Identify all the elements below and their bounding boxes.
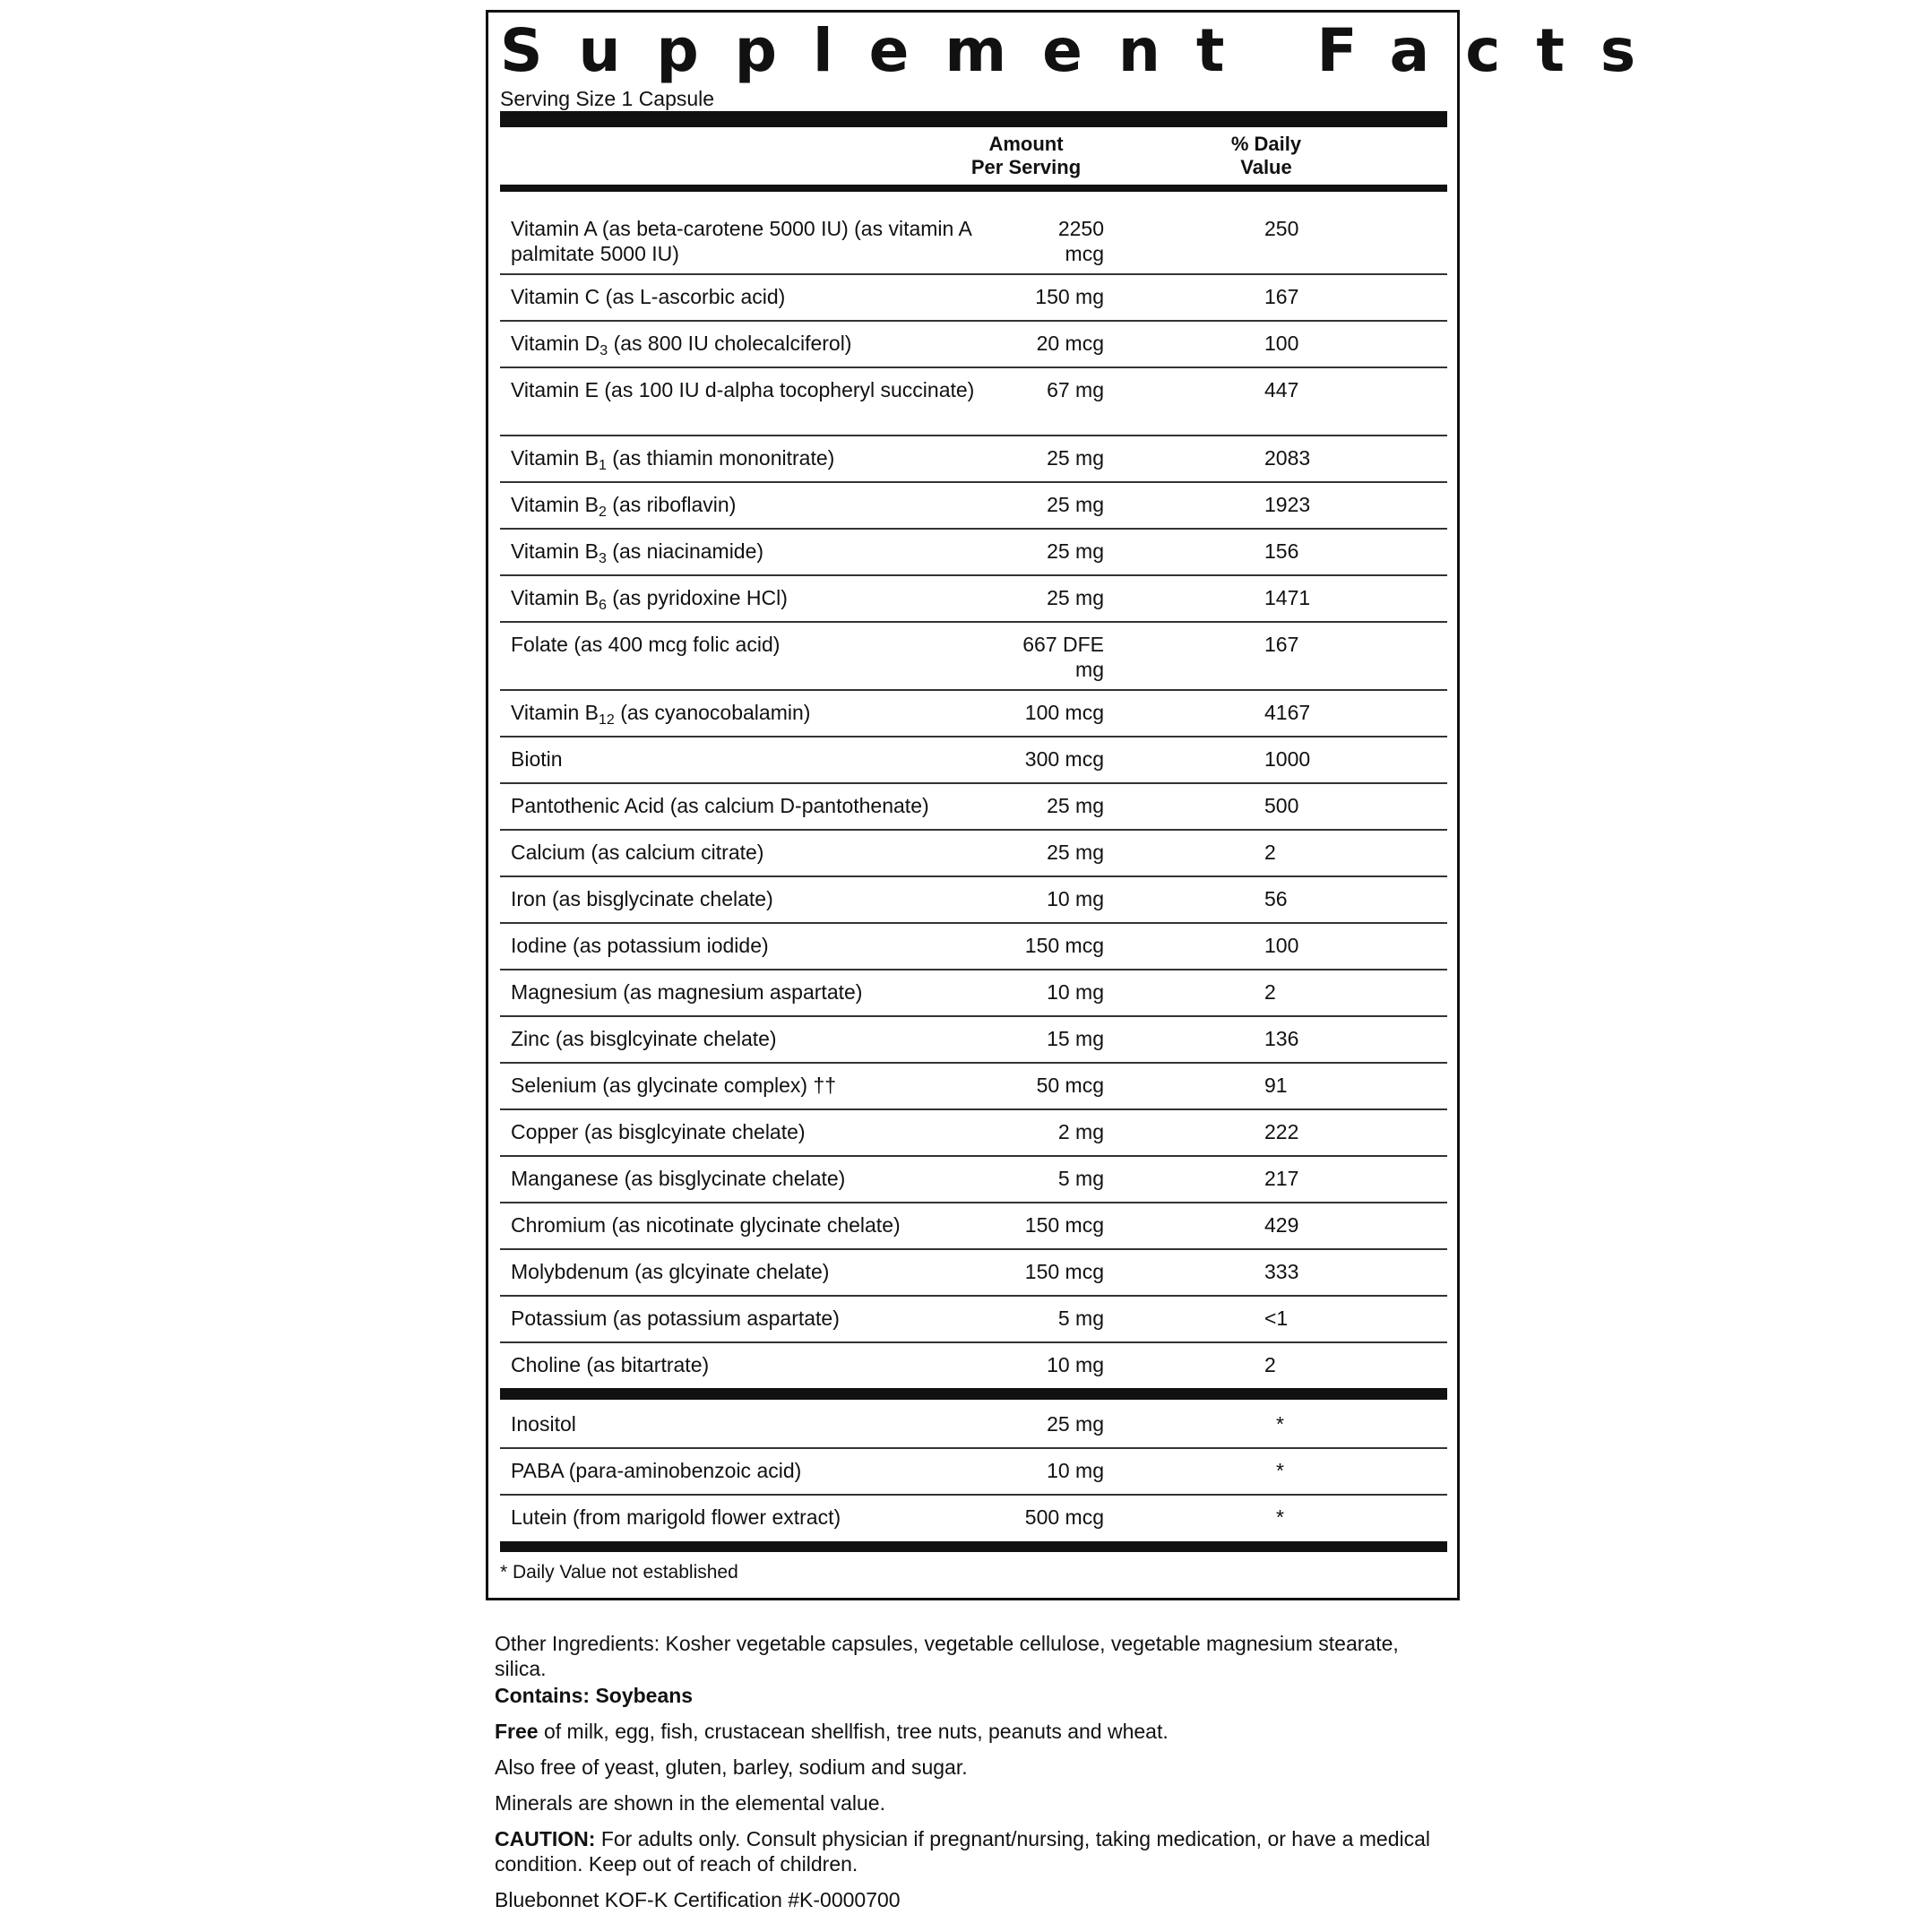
nutrient-row: [500, 691, 1447, 737]
nutrient-row: [500, 576, 1447, 623]
nutrient-amount: [961, 1352, 1104, 1377]
amount-value: 25 mg: [1047, 586, 1104, 609]
nutrient-name: [511, 1352, 986, 1377]
caution-statement: [495, 1826, 1453, 1876]
daily-value-percent: 500: [1264, 794, 1299, 817]
amount-value: 10 mg: [1047, 980, 1104, 1004]
dv-header-line2: Value: [1240, 156, 1292, 178]
daily-value-percent: 2: [1264, 841, 1276, 864]
nutrient-amount: [961, 377, 1104, 402]
nutrient-row: [500, 1017, 1447, 1064]
daily-value-percent: <1: [1264, 1307, 1289, 1330]
nutrient-name: [511, 632, 986, 657]
daily-value-percent: 333: [1264, 1260, 1299, 1283]
daily-value-percent: 250: [1264, 217, 1299, 240]
amount-value: 10 mg: [1047, 1353, 1104, 1376]
nutrient-row: [500, 483, 1447, 530]
amount-header-line1: Amount: [988, 133, 1064, 155]
amount-value: 50 mcg: [1036, 1074, 1104, 1097]
nutrient-amount: [961, 492, 1104, 517]
nutrient-name-text: Folate (as 400 mcg folic acid): [511, 633, 781, 656]
nutrient-name: [511, 331, 986, 356]
vitamin-subscript: 12: [599, 712, 615, 728]
section-divider: [500, 1388, 1447, 1400]
vitamin-subscript: 6: [599, 598, 607, 613]
daily-value-percent: 222: [1264, 1120, 1299, 1143]
nutrient-amount: [961, 1119, 1104, 1144]
nutrient-row: [500, 1402, 1447, 1449]
bottom-divider: [500, 1541, 1447, 1552]
nutrient-amount: [961, 1411, 1104, 1436]
amount-value: 25 mg: [1047, 493, 1104, 516]
nutrient-name-text: Potassium (as potassium aspartate): [511, 1307, 840, 1330]
nutrient-name-text: Zinc (as bisglcyinate chelate): [511, 1027, 777, 1050]
amount-column-header: [954, 133, 1098, 179]
daily-value-percent: 2: [1264, 1353, 1276, 1376]
nutrient-name: [511, 1306, 986, 1331]
daily-value-percent: 100: [1264, 332, 1299, 355]
amount-value: 25 mg: [1047, 539, 1104, 563]
nutrient-name-text: Chromium (as nicotinate glycinate chelate): [511, 1213, 901, 1237]
nutrient-name-text: Selenium (as glycinate complex) ††: [511, 1074, 837, 1097]
vitamin-subscript: 2: [599, 505, 607, 520]
daily-value-percent: 2: [1264, 980, 1276, 1004]
nutrient-name: [511, 585, 986, 613]
contains-allergens: [495, 1683, 1453, 1708]
amount-unit: mcg: [1065, 242, 1104, 265]
amount-unit: mg: [1075, 658, 1104, 681]
nutrient-row: [500, 1157, 1447, 1203]
minerals-statement: Minerals are shown in the elemental value.: [495, 1791, 885, 1815]
vitamin-subscript: 3: [599, 343, 608, 358]
nutrient-name-text: Pantothenic Acid (as calcium D-pantothenate): [511, 794, 929, 817]
nutrient-row: [500, 1250, 1447, 1297]
free-of-statement: [495, 1719, 1453, 1744]
nutrient-row: [500, 623, 1447, 691]
nutrient-row: [500, 368, 1447, 436]
nutrient-amount: [961, 1458, 1104, 1483]
contains-text: Contains: Soybeans: [495, 1684, 694, 1707]
nutrient-name-text: Vitamin B: [511, 446, 599, 470]
nutrient-source-text: (as thiamin mononitrate): [606, 446, 835, 470]
nutrient-source-text: (as 800 IU cholecalciferol): [608, 332, 852, 355]
nutrient-amount: [961, 1026, 1104, 1051]
other-ingredients: Other Ingredients: Kosher vegetable capsules, vegetable cellulose, vegetable magnesium stearate, silica.: [495, 1632, 1399, 1680]
daily-value-percent: 1000: [1264, 747, 1311, 771]
caution-text: For adults only. Consult physician if pregnant/nursing, taking medication, or have a medical condition. Keep out of reach of children.: [495, 1827, 1431, 1876]
amount-value: 25 mg: [1047, 794, 1104, 817]
amount-value: 150 mcg: [1024, 1260, 1104, 1283]
header-divider: [500, 185, 1447, 192]
nutrient-name: [511, 1458, 986, 1483]
nutrient-row: [500, 737, 1447, 784]
nutrient-name-text: PABA (para-aminobenzoic acid): [511, 1459, 802, 1482]
nutrient-source-text: (as cyanocobalamin): [614, 701, 811, 724]
nutrient-name: [511, 933, 986, 958]
daily-value-percent: *: [1276, 1505, 1284, 1529]
nutrient-row: [500, 924, 1447, 970]
free-label: Free: [495, 1720, 539, 1743]
nutrient-name-text: Vitamin B: [511, 586, 599, 609]
daily-value-column-header: [1195, 133, 1338, 179]
nutrient-name: [511, 886, 986, 911]
nutrient-row: [500, 1110, 1447, 1157]
nutrient-amount: [961, 539, 1104, 564]
nutrient-name-text: Molybdenum (as glcyinate chelate): [511, 1260, 830, 1283]
nutrient-amount: [961, 1212, 1104, 1238]
caution-label: CAUTION:: [495, 1827, 596, 1850]
amount-value: 5 mg: [1057, 1307, 1104, 1330]
amount-value: 25 mg: [1047, 841, 1104, 864]
nutrient-name: [511, 1073, 986, 1098]
daily-value-percent: *: [1276, 1459, 1284, 1482]
nutrient-amount: [961, 1166, 1104, 1191]
supplement-facts-panel: [486, 10, 1672, 1600]
nutrient-name: [511, 840, 986, 865]
nutrient-row: [500, 784, 1447, 831]
amount-value: 10 mg: [1047, 887, 1104, 910]
nutrient-amount: [961, 632, 1104, 682]
amount-value: 150 mg: [1035, 285, 1104, 308]
nutrient-name-text: Magnesium (as magnesium aspartate): [511, 980, 863, 1004]
daily-value-percent: 2083: [1264, 446, 1311, 470]
amount-value: 20 mcg: [1036, 332, 1104, 355]
footnote: * Daily Value not established: [500, 1562, 738, 1583]
nutrient-amount: [961, 284, 1104, 309]
nutrient-name: [511, 539, 986, 564]
nutrient-name: [511, 492, 986, 520]
nutrient-name-text: Vitamin B: [511, 493, 599, 516]
nutrient-name: [511, 979, 986, 1005]
nutrient-name-text: Vitamin A (as beta-carotene 5000 IU) (as vitamin A palmitate 5000 IU): [511, 217, 971, 265]
nutrient-name-text: Vitamin E (as 100 IU d-alpha tocopheryl succinate): [511, 378, 975, 401]
nutrient-amount: [961, 793, 1104, 818]
daily-value-percent: *: [1276, 1412, 1284, 1436]
amount-value: 2250: [1057, 217, 1104, 240]
nutrient-row: [500, 1449, 1447, 1496]
amount-value: 67 mg: [1047, 378, 1104, 401]
nutrient-row: [500, 1297, 1447, 1343]
nutrient-name: [511, 216, 986, 266]
thick-divider: [500, 111, 1447, 127]
daily-value-percent: 136: [1264, 1027, 1299, 1050]
daily-value-percent: 429: [1264, 1213, 1299, 1237]
nutrient-row: [500, 436, 1447, 483]
nutrient-name-text: Calcium (as calcium citrate): [511, 841, 764, 864]
nutrient-source-text: (as niacinamide): [606, 539, 764, 563]
nutrient-name: [511, 1119, 986, 1144]
daily-value-percent: 167: [1264, 285, 1299, 308]
nutrient-row: [500, 1203, 1447, 1250]
nutrient-name: [511, 700, 986, 728]
serving-size: Serving Size 1 Capsule: [500, 87, 715, 110]
amount-value: 5 mg: [1057, 1167, 1104, 1190]
nutrient-name: [511, 793, 986, 818]
daily-value-percent: 100: [1264, 934, 1299, 957]
nutrient-name-text: Manganese (as bisglycinate chelate): [511, 1167, 846, 1190]
nutrient-name-text: Iodine (as potassium iodide): [511, 934, 769, 957]
amount-value: 25 mg: [1047, 1412, 1104, 1436]
nutrient-name-text: Vitamin D: [511, 332, 600, 355]
daily-value-percent: 167: [1264, 633, 1299, 656]
nutrient-source-text: (as riboflavin): [606, 493, 737, 516]
nutrient-name-text: Iron (as bisglycinate chelate): [511, 887, 773, 910]
amount-value: 150 mcg: [1024, 934, 1104, 957]
nutrient-amount: [961, 331, 1104, 356]
nutrient-amount: [961, 979, 1104, 1005]
also-free-statement: Also free of yeast, gluten, barley, sodium and sugar.: [495, 1755, 968, 1779]
nutrient-name-text: Vitamin C (as L-ascorbic acid): [511, 285, 786, 308]
dv-header-line1: % Daily: [1230, 133, 1302, 155]
vitamin-subscript: 1: [599, 458, 607, 473]
nutrient-name: [511, 1026, 986, 1051]
nutrient-amount: [961, 1073, 1104, 1098]
nutrient-amount: [961, 700, 1104, 725]
nutrient-amount: [961, 1505, 1104, 1530]
nutrient-amount: [961, 746, 1104, 772]
nutrient-row: [500, 1343, 1447, 1390]
certification: Bluebonnet KOF-K Certification #K-0000700: [495, 1888, 901, 1911]
daily-value-percent: 1923: [1264, 493, 1311, 516]
nutrient-name: [511, 746, 986, 772]
nutrient-name-text: Vitamin B: [511, 539, 599, 563]
nutrient-amount: [961, 1259, 1104, 1284]
free-text: of milk, egg, fish, crustacean shellfish, tree nuts, peanuts and wheat.: [538, 1720, 1169, 1743]
vitamin-subscript: 3: [599, 551, 607, 566]
amount-header-line2: Per Serving: [970, 156, 1082, 178]
nutrient-name: [511, 284, 986, 309]
nutrient-name-text: Lutein (from marigold flower extract): [511, 1505, 841, 1529]
nutrient-row: [500, 831, 1447, 877]
nutrient-row: [500, 1496, 1447, 1542]
panel-title: Supplement Facts: [500, 16, 1672, 85]
nutrient-name: [511, 1212, 986, 1238]
nutrient-name-text: Choline (as bitartrate): [511, 1353, 710, 1376]
amount-value: 300 mcg: [1024, 747, 1104, 771]
nutrient-name: [511, 1166, 986, 1191]
daily-value-percent: 56: [1264, 887, 1288, 910]
nutrient-amount: [961, 1306, 1104, 1331]
nutrient-row: [500, 970, 1447, 1017]
nutrient-row: [500, 207, 1447, 275]
daily-value-percent: 447: [1264, 378, 1299, 401]
daily-value-percent: 91: [1264, 1074, 1288, 1097]
nutrient-name-text: Vitamin B: [511, 701, 599, 724]
amount-value: 25 mg: [1047, 446, 1104, 470]
nutrient-name-text: Inositol: [511, 1412, 576, 1436]
nutrient-row: [500, 877, 1447, 924]
nutrient-name: [511, 1259, 986, 1284]
amount-value: 10 mg: [1047, 1459, 1104, 1482]
nutrient-source-text: (as pyridoxine HCl): [606, 586, 788, 609]
nutrient-name-text: Copper (as bisglcyinate chelate): [511, 1120, 806, 1143]
nutrient-amount: [961, 840, 1104, 865]
daily-value-percent: 156: [1264, 539, 1299, 563]
nutrient-amount: [961, 933, 1104, 958]
nutrient-amount: [961, 445, 1104, 470]
nutrient-amount: [961, 585, 1104, 610]
amount-value: 500 mcg: [1024, 1505, 1104, 1529]
nutrient-row: [500, 275, 1447, 322]
daily-value-percent: 1471: [1264, 586, 1311, 609]
nutrient-row: [500, 1064, 1447, 1110]
daily-value-percent: 217: [1264, 1167, 1299, 1190]
nutrient-amount: [961, 216, 1104, 266]
nutrient-name: [511, 445, 986, 473]
nutrient-amount: [961, 886, 1104, 911]
nutrient-row: [500, 530, 1447, 576]
amount-value: 150 mcg: [1024, 1213, 1104, 1237]
amount-value: 667 DFE: [1022, 633, 1104, 656]
amount-value: 2 mg: [1057, 1120, 1104, 1143]
nutrient-name: [511, 377, 986, 402]
amount-value: 15 mg: [1047, 1027, 1104, 1050]
daily-value-percent: 4167: [1264, 701, 1311, 724]
nutrient-name-text: Biotin: [511, 747, 563, 771]
amount-value: 100 mcg: [1024, 701, 1104, 724]
nutrient-name: [511, 1505, 986, 1530]
nutrient-row: [500, 322, 1447, 368]
nutrient-name: [511, 1411, 986, 1436]
